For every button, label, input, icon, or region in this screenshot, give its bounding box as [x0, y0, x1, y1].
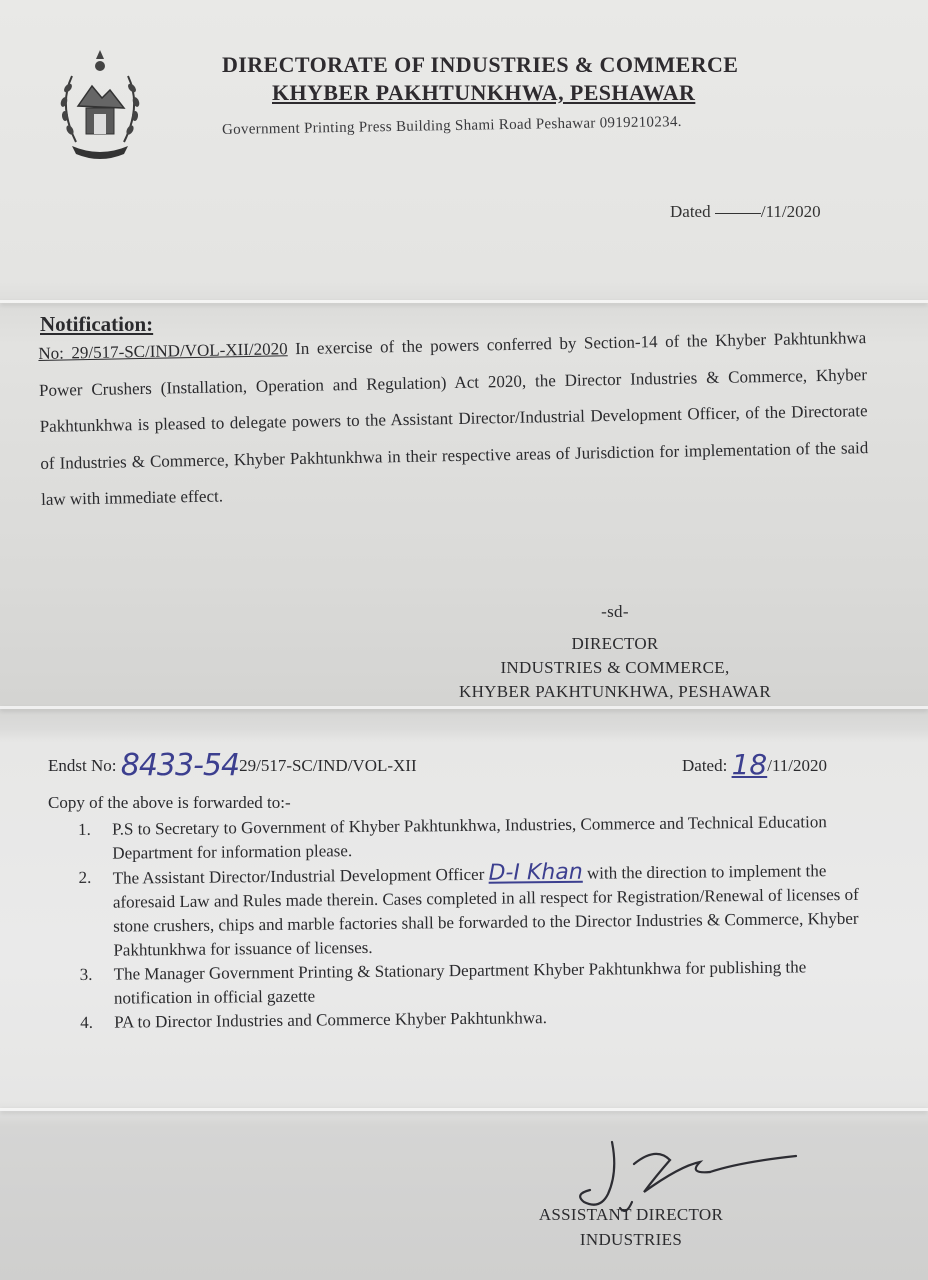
dated-value: /11/2020: [760, 202, 821, 221]
paper-fold: [0, 706, 928, 709]
paper-fold: [0, 300, 928, 303]
signoff-location: KHYBER PAKHTUNKHWA, PESHAWAR: [459, 682, 771, 701]
notification-body: [38, 320, 869, 518]
signoff-title: DIRECTOR: [571, 634, 659, 653]
endst-printed: 29/517-SC/IND/VOL-XII: [239, 756, 417, 775]
director-signoff: [420, 600, 810, 704]
signatory-dept: INDUSTRIES: [579, 1230, 683, 1249]
endorsement-number: [48, 748, 417, 783]
endst-handwritten: 8433-54: [120, 748, 240, 783]
list-number: 1.: [78, 819, 91, 839]
list-text-after: with the direction to implement the aforesaid Law and Rules made therein. Cases completed in all respect for Registration/Renewal of licenses of stone crushers, chips and marble factories shall be forwarded to the Director Industries & Commerce, Khyber Pakhtunkhwa for issuance of licenses.: [112, 861, 859, 960]
dated-label: Dated:: [682, 756, 728, 775]
letterhead: [222, 52, 822, 106]
signatory-block: [516, 1202, 746, 1252]
endorsement-date: [682, 748, 827, 781]
dated-label: Dated: [670, 202, 711, 221]
letterhead-subtitle: KHYBER PAKHTUNKHWA, PESHAWAR: [272, 80, 696, 105]
list-number: 3.: [79, 964, 93, 984]
list-text: PA to Director Industries and Commerce Khyber Pakhtunkhwa.: [114, 1008, 548, 1032]
date-blank: [715, 212, 761, 214]
endst-label: Endst No:: [48, 756, 117, 775]
signed-mark: -sd-: [601, 602, 629, 621]
list-item: [79, 858, 880, 963]
handwritten-location: D-I Khan: [488, 859, 583, 886]
notification-text: In exercise of the powers conferred by Section-14 of the Khyber Pakhtunkhwa Power Crushers (Installation, Operation and Regulation) Act 2020, the Director Industries & Commerce, Khyber Pakhtunkhwa is pleased to delegate powers to the Assistant Director/Industrial Development Officer, of the Directorate of Industries & Commerce, Khyber Pakhtunkhwa in their respective areas of Jurisdiction for implementation of the said law with immediate effect.: [38, 328, 869, 509]
list-text-before: The Assistant Director/Industrial Development Officer: [112, 864, 485, 888]
list-number: 4.: [80, 1012, 93, 1032]
dated-rest: /11/2020: [767, 756, 828, 775]
list-item: [78, 810, 878, 866]
notification-title: Notification:: [40, 312, 154, 336]
date-top: [670, 202, 821, 222]
notification-number: No: 29/517-SC/IND/VOL-XII/2020: [38, 339, 288, 363]
recipient-list: [78, 810, 880, 1035]
paper-fold: [0, 1108, 928, 1111]
letterhead-address: Government Printing Press Building Shami Road Peshawar 0919210234.: [221, 113, 682, 139]
signoff-dept: INDUSTRIES & COMMERCE,: [500, 658, 730, 677]
government-emblem-icon: [52, 46, 148, 164]
list-text: P.S to Secretary to Government of Khyber Pakhtunkhwa, Industries, Commerce and Technical Education Department for information please.: [112, 812, 827, 863]
copy-forwarded-line: Copy of the above is forwarded to:-: [48, 793, 291, 812]
letterhead-title: DIRECTORATE OF INDUSTRIES & COMMERCE: [222, 52, 739, 77]
list-item: [80, 955, 880, 1011]
dated-handwritten: 18: [731, 748, 768, 781]
list-text: The Manager Government Printing & Stationary Department Khyber Pakhtunkhwa for publishing the notification in official gazette: [113, 957, 807, 1008]
list-number: 2.: [78, 867, 92, 887]
list-text: [113, 858, 880, 963]
signatory-title: ASSISTANT DIRECTOR: [538, 1205, 724, 1224]
